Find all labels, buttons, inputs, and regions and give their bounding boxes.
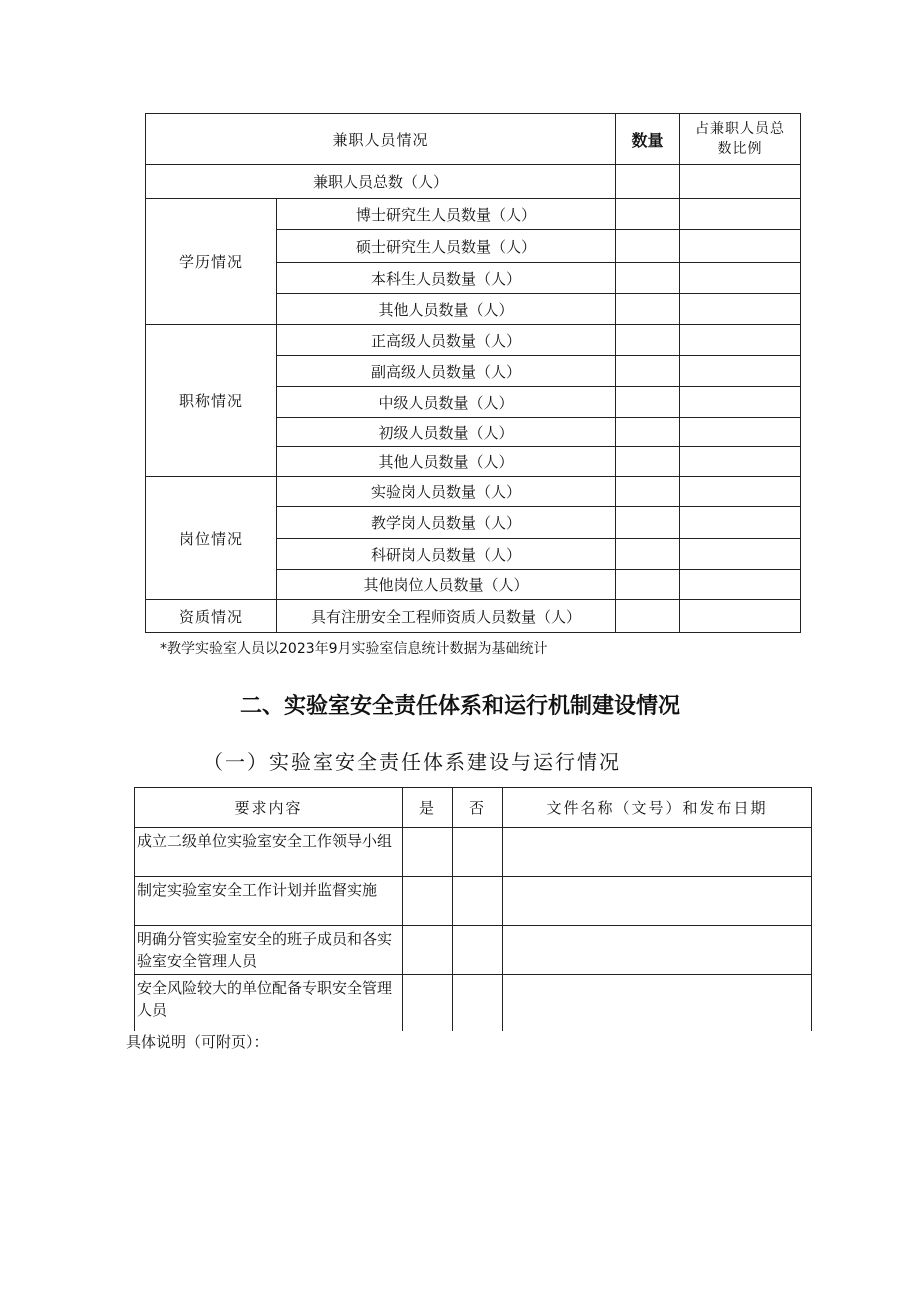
document-cell[interactable] — [503, 975, 812, 1031]
ratio-cell[interactable] — [680, 477, 801, 507]
count-cell[interactable] — [616, 539, 680, 570]
header-ratio-line2: 数比例 — [717, 141, 763, 157]
header-requirement: 要求内容 — [135, 788, 403, 828]
row-label: 本科生人员数量（人） — [277, 263, 616, 294]
no-cell[interactable] — [453, 926, 503, 975]
header-category: 兼职人员情况 — [146, 114, 616, 165]
ratio-cell[interactable] — [680, 325, 801, 356]
yes-cell[interactable] — [403, 926, 453, 975]
requirement-row-2: 制定实验室安全工作计划并监督实施 — [135, 877, 403, 926]
no-cell[interactable] — [453, 877, 503, 926]
ratio-cell[interactable] — [680, 387, 801, 418]
group-label-education: 学历情况 — [146, 199, 277, 325]
count-cell[interactable] — [616, 230, 680, 263]
row-label: 科研岗人员数量（人） — [277, 539, 616, 570]
total-row-label: 兼职人员总数（人） — [146, 165, 616, 199]
no-cell[interactable] — [453, 975, 503, 1031]
count-cell[interactable] — [616, 600, 680, 633]
table-footnote: *教学实验室人员以2023年9月实验室信息统计数据为基础统计 — [160, 641, 548, 657]
ratio-cell[interactable] — [680, 600, 801, 633]
yes-cell[interactable] — [403, 828, 453, 877]
group-label-position: 岗位情况 — [146, 477, 277, 600]
requirement-row-1: 成立二级单位实验室安全工作领导小组 — [135, 828, 403, 877]
ratio-cell[interactable] — [680, 418, 801, 447]
yes-cell[interactable] — [403, 975, 453, 1031]
part-time-staff-table — [145, 113, 801, 633]
document-cell[interactable] — [503, 877, 812, 926]
explanation-label: 具体说明（可附页）： — [126, 1033, 269, 1051]
no-cell[interactable] — [453, 828, 503, 877]
ratio-cell[interactable] — [680, 507, 801, 539]
row-label: 其他人员数量（人） — [277, 294, 616, 325]
row-label: 中级人员数量（人） — [277, 387, 616, 418]
row-label: 具有注册安全工程师资质人员数量（人） — [277, 600, 616, 633]
ratio-cell[interactable] — [680, 447, 801, 477]
ratio-cell[interactable] — [680, 263, 801, 294]
document-cell[interactable] — [503, 828, 812, 877]
count-cell[interactable] — [616, 507, 680, 539]
responsibility-system-table — [134, 787, 812, 1031]
row-label: 教学岗人员数量（人） — [277, 507, 616, 539]
row-label: 副高级人员数量（人） — [277, 356, 616, 387]
count-cell[interactable] — [616, 325, 680, 356]
requirement-row-4: 安全风险较大的单位配备专职安全管理人员 — [135, 975, 403, 1031]
count-cell[interactable] — [616, 199, 680, 230]
row-label: 实验岗人员数量（人） — [277, 477, 616, 507]
row-label: 其他岗位人员数量（人） — [277, 570, 616, 600]
ratio-cell[interactable] — [680, 570, 801, 600]
count-cell[interactable] — [616, 263, 680, 294]
ratio-cell[interactable] — [680, 539, 801, 570]
header-ratio-line1: 占兼职人员总 — [695, 121, 786, 137]
yes-cell[interactable] — [403, 877, 453, 926]
ratio-cell[interactable] — [680, 230, 801, 263]
count-cell[interactable] — [616, 387, 680, 418]
header-document: 文件名称（文号）和发布日期 — [503, 788, 812, 828]
row-label: 硕士研究生人员数量（人） — [277, 230, 616, 263]
count-cell[interactable] — [616, 294, 680, 325]
section-title: 二、实验室安全责任体系和运行机制建设情况 — [239, 694, 680, 719]
ratio-cell[interactable] — [680, 199, 801, 230]
count-cell[interactable] — [616, 418, 680, 447]
group-label-qualification: 资质情况 — [146, 600, 277, 633]
count-cell[interactable] — [616, 477, 680, 507]
row-label: 博士研究生人员数量（人） — [277, 199, 616, 230]
group-label-title: 职称情况 — [146, 325, 277, 477]
count-cell[interactable] — [616, 165, 680, 199]
header-ratio — [680, 114, 801, 165]
header-count: 数量 — [616, 114, 680, 165]
header-no: 否 — [453, 788, 503, 828]
header-yes: 是 — [403, 788, 453, 828]
count-cell[interactable] — [616, 570, 680, 600]
ratio-cell[interactable] — [680, 294, 801, 325]
document-cell[interactable] — [503, 926, 812, 975]
ratio-cell[interactable] — [680, 356, 801, 387]
row-label: 其他人员数量（人） — [277, 447, 616, 477]
requirement-row-3: 明确分管实验室安全的班子成员和各实验室安全管理人员 — [135, 926, 403, 975]
row-label: 初级人员数量（人） — [277, 418, 616, 447]
subsection-title: （一）实验室安全责任体系建设与运行情况 — [203, 750, 621, 774]
count-cell[interactable] — [616, 356, 680, 387]
ratio-cell[interactable] — [680, 165, 801, 199]
row-label: 正高级人员数量（人） — [277, 325, 616, 356]
count-cell[interactable] — [616, 447, 680, 477]
